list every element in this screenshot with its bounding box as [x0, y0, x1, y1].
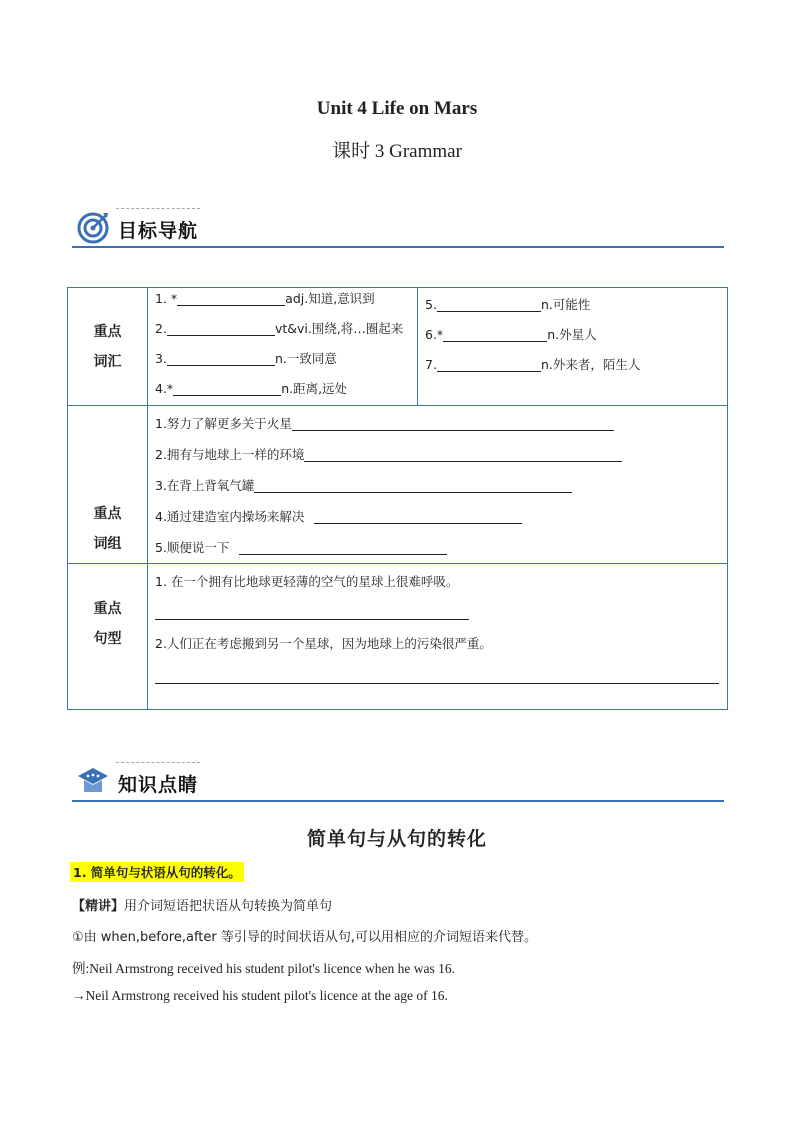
phrase-prompt: 1.努力了解更多关于火星: [155, 416, 292, 431]
row-label-vocab: [68, 288, 148, 406]
section-rule: [72, 246, 724, 248]
phrase-item: [148, 532, 727, 563]
goals-table: [67, 287, 728, 710]
page-title: Unit 4 Life on Mars: [316, 98, 478, 119]
item-meaning: n.可能性: [540, 297, 591, 312]
item-number: 5.: [425, 297, 437, 312]
sentence-answer-line: [148, 659, 727, 695]
phrase-prompt: 4.通过建造室内操场来解决: [155, 509, 305, 524]
phrases-row: [68, 406, 728, 564]
page-subtitle: 课时 3 Grammar: [332, 141, 462, 162]
section-header-knowledge: [72, 762, 724, 802]
section-divider: [116, 208, 200, 210]
phrase-prompt: 3.在背上背氧气罐: [155, 478, 255, 493]
vocab-left-cell: [148, 288, 418, 406]
answer-blank[interactable]: [167, 351, 275, 366]
answer-blank[interactable]: [443, 327, 547, 342]
highlighted-point: 1. 简单句与状语从句的转化。: [70, 862, 244, 882]
sentence-prompt: 2.人们正在考虑搬到另一个星球，因为地球上的污染很严重。: [155, 636, 492, 651]
section-title: 目标导航: [118, 220, 199, 242]
item-meaning: n.一致同意: [274, 351, 337, 366]
row-label-line: 重点: [93, 506, 122, 522]
explanation-text: 用介词短语把状语从句转换为简单句: [124, 899, 333, 914]
vocab-item: [148, 314, 417, 344]
row-label-line: 重点: [93, 601, 122, 617]
item-number: 4.*: [155, 381, 174, 396]
row-label-line: 词组: [93, 536, 122, 552]
vocab-row: [68, 288, 728, 406]
answer-blank[interactable]: [304, 447, 622, 462]
row-label-line: 词汇: [93, 353, 122, 370]
explanation-tag: 【精讲】: [72, 899, 125, 914]
section-title: 知识点睛: [118, 774, 199, 796]
row-label-sentences: [68, 564, 148, 710]
phrase-item: [148, 439, 727, 470]
phrase-prompt: 5.顺便说一下: [155, 540, 230, 555]
item-number: 6.*: [425, 327, 444, 342]
sentences-cell: [148, 564, 728, 710]
vocab-item: [418, 350, 727, 380]
answer-blank[interactable]: [254, 478, 572, 493]
sentences-row: [68, 564, 728, 710]
target-icon: [76, 210, 110, 244]
point-text: ①由 when,before,after 等引导的时间状语从句,可以用相应的介词短语来代替。: [72, 930, 538, 945]
phrase-item: [148, 470, 727, 501]
vocab-item: [418, 320, 727, 350]
section-divider: [116, 762, 200, 764]
item-number: 1. *: [155, 291, 178, 306]
item-number: 3.: [155, 351, 167, 366]
phrase-prompt: 2.拥有与地球上一样的环境: [155, 447, 305, 462]
item-meaning: adj.知道,意识到: [285, 291, 375, 306]
answer-blank[interactable]: [155, 605, 469, 620]
row-label-line: 句型: [93, 631, 122, 647]
vocab-item: [148, 374, 417, 404]
item-meaning: n.距离,远处: [281, 381, 348, 396]
sentence-answer-line: [148, 597, 727, 628]
explanation-line: [72, 895, 332, 914]
phrase-item: [148, 501, 727, 532]
vocab-item: [148, 344, 417, 374]
answer-blank[interactable]: [314, 509, 522, 524]
topic-heading: 简单句与从句的转化: [306, 828, 487, 850]
row-label-phrases: [68, 406, 148, 564]
answer-blank[interactable]: [177, 291, 285, 306]
answer-blank[interactable]: [167, 321, 275, 336]
example-sentence: →Neil Armstrong received his student pilot's licence at the age of 16.: [72, 988, 448, 1003]
vocab-right-cell: [418, 288, 728, 406]
vocab-item: [148, 288, 417, 314]
row-label-line: 重点: [93, 323, 122, 340]
answer-blank[interactable]: [437, 297, 541, 312]
example-sentence: 例:Neil Armstrong received his student pilot's licence when he was 16.: [72, 961, 455, 976]
answer-blank[interactable]: [155, 669, 719, 684]
answer-blank[interactable]: [239, 540, 447, 555]
item-number: 7.: [425, 357, 437, 372]
sentence-prompt: 1. 在一个拥有比地球更轻薄的空气的星球上很难呼吸。: [155, 574, 459, 589]
item-meaning: n.外星人: [547, 327, 597, 342]
answer-blank[interactable]: [292, 416, 614, 431]
phrase-item: [148, 408, 727, 439]
section-rule: [72, 800, 724, 802]
answer-blank[interactable]: [173, 381, 281, 396]
graduation-cap-icon: [76, 764, 110, 798]
vocab-item: [418, 290, 727, 320]
section-header-goals: [72, 208, 724, 248]
item-meaning: n.外来者，陌生人: [540, 357, 641, 372]
item-number: 2.: [155, 321, 167, 336]
phrases-cell: [148, 406, 728, 564]
item-meaning: vt&vi.围绕,将…圈起来: [274, 321, 404, 336]
answer-blank[interactable]: [437, 357, 541, 372]
